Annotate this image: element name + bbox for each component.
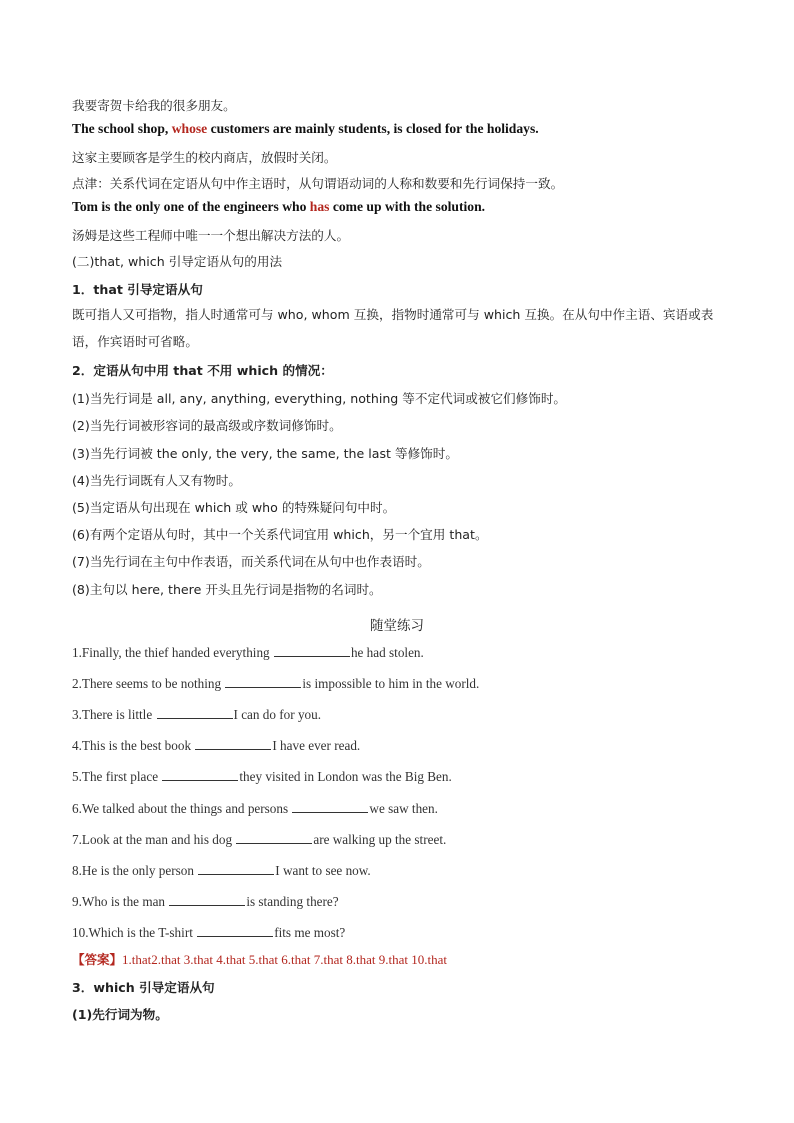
sentence-part: Tom is the only one of the engineers who	[72, 199, 310, 214]
exercise-item	[72, 863, 734, 879]
section-heading: (二)that, which 引导定语从句的用法	[72, 254, 283, 269]
exercise-text: I have ever read.	[272, 738, 361, 753]
answer-blank[interactable]	[197, 925, 273, 937]
exercise-text: he had stolen.	[350, 645, 424, 660]
chinese-line: 汤姆是这些工程师中唯一一个想出解决方法的人。	[72, 228, 350, 243]
exercise-text: I can do for you.	[233, 707, 322, 722]
exercise-item	[72, 925, 734, 941]
rule-item: (1)当先行词是 all, any, anything, everything, nothing 等不定代词或被它们修饰时。	[72, 391, 567, 406]
answer-blank[interactable]	[236, 832, 312, 844]
sentence-part: come up with the solution.	[329, 199, 486, 214]
exercise-text: is standing there?	[246, 894, 339, 909]
sentence-part: customers are mainly students, is closed for the holidays.	[207, 121, 539, 136]
exercise-item	[72, 769, 734, 785]
exercise-text: I want to see now.	[275, 863, 371, 878]
answer-blank[interactable]	[157, 707, 233, 719]
answer-blank[interactable]	[198, 863, 274, 875]
rule-item: (7)当先行词在主句中作表语，而关系代词在从句中也作表语时。	[72, 554, 430, 569]
subsection-heading: 2．定语从句中用 that 不用 which 的情况：	[72, 363, 333, 378]
exercise-text: 3.There is little	[72, 707, 156, 722]
rule-item: (8)主句以 here, there 开头且先行词是指物的名词时。	[72, 582, 382, 597]
rule-item: (6)有两个定语从句时，其中一个关系代词宜用 which，另一个宜用 that。	[72, 527, 488, 542]
example-sentence	[72, 199, 734, 215]
exercise-text: 2.There seems to be nothing	[72, 676, 225, 691]
example-sentence	[72, 121, 734, 137]
exercise-item	[72, 738, 734, 754]
exercise-text: fits me most?	[274, 925, 346, 940]
answer-blank[interactable]	[195, 738, 271, 750]
sentence-part: The school shop,	[72, 121, 172, 136]
exercise-text: 5.The first place	[72, 769, 162, 784]
exercise-text: we saw then.	[369, 801, 438, 816]
answer-blank[interactable]	[274, 645, 350, 657]
answer-tag: 【答案】	[72, 952, 123, 967]
exercise-text: is impossible to him in the world.	[302, 676, 480, 691]
exercise-text: 4.This is the best book	[72, 738, 195, 753]
chinese-line: 我要寄贺卡给我的很多朋友。	[72, 98, 236, 113]
exercise-text: 10.Which is the T-shirt	[72, 925, 197, 940]
exercise-item	[72, 832, 734, 848]
exercise-text: 7.Look at the man and his dog	[72, 832, 236, 847]
tip-line: 点津：关系代词在定语从句中作主语时，从句谓语动词的人称和数要和先行词保持一致。	[72, 176, 564, 191]
exercise-item	[72, 801, 734, 817]
exercise-item	[72, 645, 734, 661]
paragraph: 既可指人又可指物，指人时通常可与 who, whom 互换，指物时通常可与 which 互换。在从句中作主语、宾语或表语，作宾语时可省略。	[72, 307, 714, 349]
rule-item: (3)当先行词被 the only, the very, the same, the last 等修饰时。	[72, 446, 458, 461]
rule-item: (5)当定语从句出现在 which 或 who 的特殊疑问句中时。	[72, 500, 396, 515]
subsection-heading: 3．which 引导定语从句	[72, 980, 215, 995]
highlight-word: has	[309, 199, 330, 214]
exercise-item	[72, 707, 734, 723]
exercise-text: they visited in London was the Big Ben.	[239, 769, 452, 784]
exercise-item	[72, 676, 734, 692]
answer-text: 1.that2.that 3.that 4.that 5.that 6.that 7.that 8.that 9.that 10.that	[122, 952, 447, 967]
exercise-text: 1.Finally, the thief handed everything	[72, 645, 273, 660]
rule-item: (2)当先行词被形容词的最高级或序数词修饰时。	[72, 418, 342, 433]
answer-blank[interactable]	[225, 676, 301, 688]
subsection-heading: 1．that 引导定语从句	[72, 282, 203, 297]
exercise-text: 6.We talked about the things and persons	[72, 801, 292, 816]
exercise-text: are walking up the street.	[313, 832, 447, 847]
answer-blank[interactable]	[292, 801, 368, 813]
answer-key	[72, 950, 734, 968]
answer-blank[interactable]	[169, 894, 245, 906]
exercise-title: 随堂练习	[370, 618, 424, 634]
exercise-item	[72, 894, 734, 910]
exercise-text: 9.Who is the man	[72, 894, 169, 909]
answer-blank[interactable]	[162, 769, 238, 781]
rule-item: (4)当先行词既有人又有物时。	[72, 473, 241, 488]
chinese-line: 这家主要顾客是学生的校内商店，放假时关闭。	[72, 150, 337, 165]
highlight-word: whose	[171, 121, 208, 136]
rule-item: (1)先行词为物。	[72, 1007, 168, 1022]
exercise-text: 8.He is the only person	[72, 863, 198, 878]
